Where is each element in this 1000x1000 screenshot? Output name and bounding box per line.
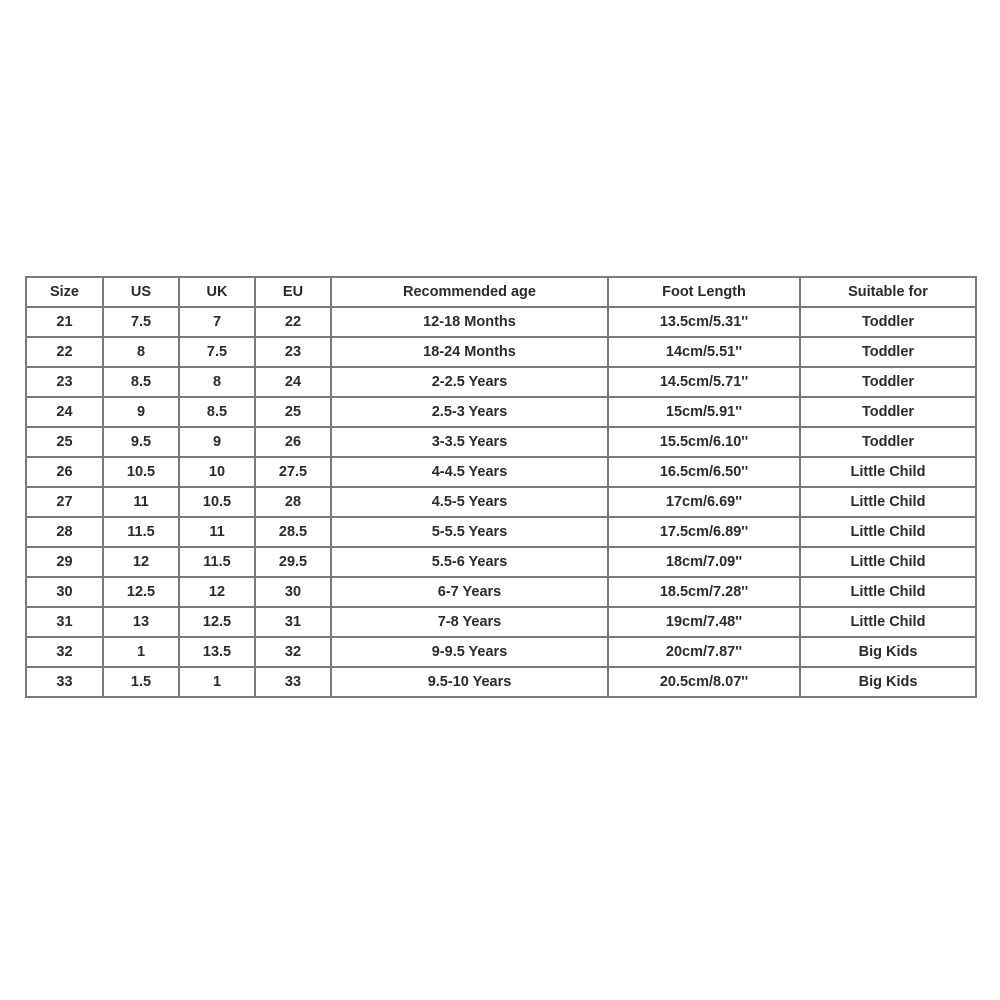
cell-us: 13	[103, 607, 179, 637]
cell-recommended-age: 18-24 Months	[331, 337, 608, 367]
cell-uk: 8.5	[179, 397, 255, 427]
cell-foot-length: 17.5cm/6.89''	[608, 517, 800, 547]
cell-foot-length: 15cm/5.91''	[608, 397, 800, 427]
cell-eu: 28.5	[255, 517, 331, 547]
cell-us: 1	[103, 637, 179, 667]
cell-us: 1.5	[103, 667, 179, 697]
table-row	[26, 307, 976, 337]
cell-suitable-for: Big Kids	[800, 637, 976, 667]
cell-recommended-age: 5.5-6 Years	[331, 547, 608, 577]
cell-eu: 28	[255, 487, 331, 517]
cell-us: 8	[103, 337, 179, 367]
cell-foot-length: 18.5cm/7.28''	[608, 577, 800, 607]
cell-eu: 31	[255, 607, 331, 637]
table-row	[26, 427, 976, 457]
header-foot-length: Foot Length	[608, 277, 800, 307]
cell-eu: 30	[255, 577, 331, 607]
table-body	[26, 307, 976, 697]
cell-suitable-for: Little Child	[800, 457, 976, 487]
cell-foot-length: 19cm/7.48''	[608, 607, 800, 637]
cell-us: 11.5	[103, 517, 179, 547]
cell-suitable-for: Little Child	[800, 577, 976, 607]
cell-size: 32	[26, 637, 103, 667]
cell-uk: 10	[179, 457, 255, 487]
cell-suitable-for: Toddler	[800, 307, 976, 337]
table-header	[26, 277, 976, 307]
cell-foot-length: 20cm/7.87''	[608, 637, 800, 667]
cell-recommended-age: 12-18 Months	[331, 307, 608, 337]
cell-eu: 33	[255, 667, 331, 697]
cell-suitable-for: Little Child	[800, 517, 976, 547]
cell-eu: 29.5	[255, 547, 331, 577]
cell-suitable-for: Toddler	[800, 367, 976, 397]
cell-us: 10.5	[103, 457, 179, 487]
table-row	[26, 517, 976, 547]
size-chart-table	[25, 276, 977, 698]
cell-foot-length: 16.5cm/6.50''	[608, 457, 800, 487]
cell-suitable-for: Little Child	[800, 487, 976, 517]
cell-size: 25	[26, 427, 103, 457]
cell-size: 24	[26, 397, 103, 427]
header-suitable-for: Suitable for	[800, 277, 976, 307]
cell-foot-length: 15.5cm/6.10''	[608, 427, 800, 457]
cell-size: 33	[26, 667, 103, 697]
cell-recommended-age: 7-8 Years	[331, 607, 608, 637]
cell-us: 12	[103, 547, 179, 577]
table-row	[26, 367, 976, 397]
cell-uk: 10.5	[179, 487, 255, 517]
cell-uk: 8	[179, 367, 255, 397]
cell-eu: 24	[255, 367, 331, 397]
cell-recommended-age: 6-7 Years	[331, 577, 608, 607]
cell-uk: 1	[179, 667, 255, 697]
header-us: US	[103, 277, 179, 307]
cell-uk: 13.5	[179, 637, 255, 667]
cell-recommended-age: 2-2.5 Years	[331, 367, 608, 397]
cell-foot-length: 14cm/5.51''	[608, 337, 800, 367]
header-uk: UK	[179, 277, 255, 307]
table-row	[26, 667, 976, 697]
cell-uk: 12.5	[179, 607, 255, 637]
cell-uk: 12	[179, 577, 255, 607]
cell-size: 28	[26, 517, 103, 547]
cell-suitable-for: Little Child	[800, 547, 976, 577]
cell-recommended-age: 9-9.5 Years	[331, 637, 608, 667]
cell-uk: 7	[179, 307, 255, 337]
table-row	[26, 547, 976, 577]
cell-us: 12.5	[103, 577, 179, 607]
cell-suitable-for: Toddler	[800, 397, 976, 427]
header-size: Size	[26, 277, 103, 307]
cell-eu: 23	[255, 337, 331, 367]
cell-foot-length: 17cm/6.69''	[608, 487, 800, 517]
cell-size: 29	[26, 547, 103, 577]
cell-us: 7.5	[103, 307, 179, 337]
cell-foot-length: 20.5cm/8.07''	[608, 667, 800, 697]
cell-recommended-age: 9.5-10 Years	[331, 667, 608, 697]
cell-suitable-for: Toddler	[800, 337, 976, 367]
cell-eu: 27.5	[255, 457, 331, 487]
cell-uk: 9	[179, 427, 255, 457]
cell-us: 8.5	[103, 367, 179, 397]
cell-uk: 11	[179, 517, 255, 547]
cell-recommended-age: 3-3.5 Years	[331, 427, 608, 457]
cell-eu: 22	[255, 307, 331, 337]
cell-suitable-for: Little Child	[800, 607, 976, 637]
cell-recommended-age: 4-4.5 Years	[331, 457, 608, 487]
cell-us: 9	[103, 397, 179, 427]
header-row	[26, 277, 976, 307]
table-row	[26, 607, 976, 637]
cell-foot-length: 14.5cm/5.71''	[608, 367, 800, 397]
cell-eu: 26	[255, 427, 331, 457]
cell-recommended-age: 5-5.5 Years	[331, 517, 608, 547]
table-row	[26, 397, 976, 427]
cell-eu: 25	[255, 397, 331, 427]
table-row	[26, 337, 976, 367]
table-row	[26, 637, 976, 667]
cell-suitable-for: Toddler	[800, 427, 976, 457]
cell-foot-length: 13.5cm/5.31''	[608, 307, 800, 337]
header-eu: EU	[255, 277, 331, 307]
cell-size: 30	[26, 577, 103, 607]
cell-size: 31	[26, 607, 103, 637]
cell-size: 21	[26, 307, 103, 337]
cell-recommended-age: 4.5-5 Years	[331, 487, 608, 517]
cell-foot-length: 18cm/7.09''	[608, 547, 800, 577]
cell-size: 26	[26, 457, 103, 487]
cell-size: 22	[26, 337, 103, 367]
cell-us: 9.5	[103, 427, 179, 457]
cell-size: 23	[26, 367, 103, 397]
table-row	[26, 577, 976, 607]
cell-us: 11	[103, 487, 179, 517]
cell-eu: 32	[255, 637, 331, 667]
table-row	[26, 457, 976, 487]
cell-recommended-age: 2.5-3 Years	[331, 397, 608, 427]
cell-uk: 11.5	[179, 547, 255, 577]
cell-suitable-for: Big Kids	[800, 667, 976, 697]
header-recommended-age: Recommended age	[331, 277, 608, 307]
cell-uk: 7.5	[179, 337, 255, 367]
cell-size: 27	[26, 487, 103, 517]
table-row	[26, 487, 976, 517]
